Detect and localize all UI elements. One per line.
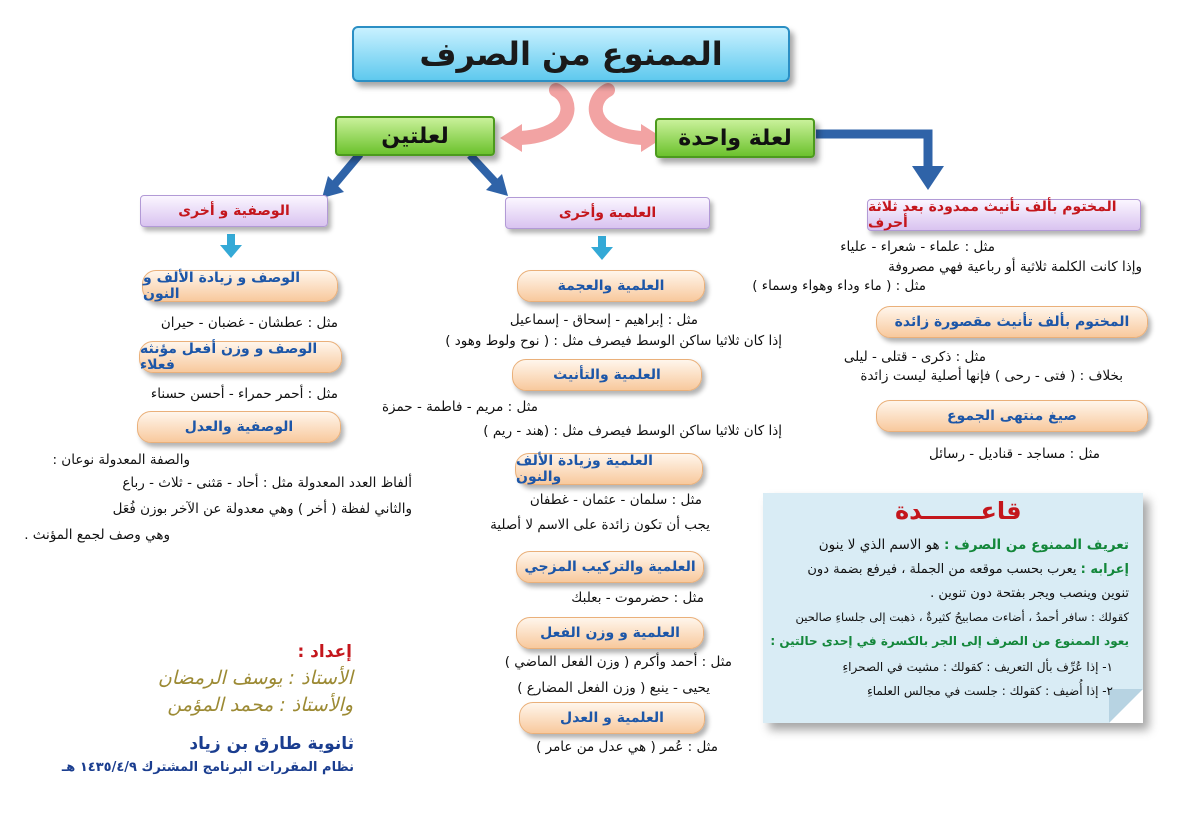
page-title: الممنوع من الصرف <box>352 26 790 82</box>
elbow-arrow-right <box>816 134 928 168</box>
middle-line-1-2: إذا كان ثلاثيا ساكن الوسط فيصرف مثل : ( نوح ولوط وهود ) <box>445 333 782 349</box>
rule-example: كقولك : سافر أحمدُ ، أضاءت مصابيحُ كثيرةٌ ، ذهبت إلى جلساءِ صالحين <box>795 610 1129 624</box>
credits-teacher-2: والأستاذ : محمد المؤمن <box>167 694 353 716</box>
middle-heading: العلمية وأخرى <box>505 197 710 229</box>
credits-school: ثانوية طارق بن زياد <box>189 734 354 754</box>
rule-title: قاعـــــــدة <box>895 497 1022 525</box>
middle-item-6: العلمية و العدل <box>519 702 705 734</box>
left-item-2: الوصف و وزن أفعل مؤنثه فعلاء <box>139 341 342 373</box>
down-arrow-left <box>220 245 242 258</box>
rule-def-text: هو الاسم الذي لا ينون <box>818 537 940 553</box>
right-line-1-3: مثل : ( ماء وداء وهواء وسماء ) <box>752 278 926 294</box>
middle-item-5: العلمية و وزن الفعل <box>516 617 704 649</box>
middle-line-5-2: يحيى - ينبع ( وزن الفعل المضارع ) <box>517 680 710 696</box>
rule-case-2: ٢- إذا أُضيف : كقولك : جلست في مجالس العلماءِ <box>867 684 1113 698</box>
right-heading-1: المختوم بألف تأنيث ممدودة بعد ثلاثة أحرف <box>867 199 1141 231</box>
middle-line-2-1: مثل : مريم - فاطمة - حمزة <box>381 399 538 415</box>
rule-def-label: تعريف الممنوع من الصرف : <box>943 537 1129 553</box>
diag-arrow-right <box>470 155 496 183</box>
down-arrow-middle <box>591 247 613 260</box>
rule-irab-text1: يعرب بحسب موقعه من الجملة ، فيرفع بضمة دون <box>807 562 1077 577</box>
right-line-3-1: مثل : مساجد - قناديل - رسائل <box>929 446 1100 462</box>
middle-line-3-2: يجب أن تكون زائدة على الاسم لا أصلية <box>490 517 710 533</box>
middle-item-1: العلمية والعجمة <box>517 270 705 302</box>
left-line-3-4: وهي وصف لجمع المؤنث . <box>24 527 170 543</box>
left-line-1-1: مثل : عطشان - غضبان - حيران <box>160 315 338 331</box>
rule-returns: يعود الممنوع من الصرف إلى الجر بالكسرة في إحدى حالتين : <box>770 634 1129 648</box>
middle-line-5-1: مثل : أحمد وأكرم ( وزن الفعل الماضي ) <box>504 654 732 670</box>
left-item-1: الوصف و زيادة الألف و النون <box>142 270 338 302</box>
rule-case-1: ١- إذا عُرِّف بأل التعريف : كقولك : مشيت في الصحراءِ <box>842 660 1113 674</box>
middle-item-3: العلمية وزيادة الألف والنون <box>515 453 703 485</box>
branch-two-causes: لعلتين <box>335 116 495 156</box>
right-heading-2: المختوم بألف تأنيث مقصورة زائدة <box>876 306 1148 338</box>
rule-definition <box>819 537 1129 553</box>
left-heading: الوصفية و أخرى <box>140 195 328 227</box>
rule-irab <box>807 562 1129 577</box>
right-line-1-1: مثل : علماء - شعراء - علياء <box>840 239 995 255</box>
credits-prepared: إعداد : <box>297 642 352 662</box>
curve-arrow-left-head <box>500 124 522 152</box>
right-line-2-1: مثل : ذكرى - قتلى - ليلى <box>843 349 986 365</box>
left-line-3-3: والثاني لفظة ( أخر ) وهي معدولة عن الآخر بوزن فُعَل <box>112 501 412 517</box>
curve-arrow-left <box>520 90 567 138</box>
rule-irab-label: إعرابه : <box>1080 562 1129 577</box>
credits-system: نظام المقررات البرنامج المشترك ١٤٣٥/٤/٩ هـ <box>61 760 354 775</box>
left-line-3-2: ألفاظ العدد المعدولة مثل : أحاد - مَثنى - ثلاث - رباع <box>122 475 412 491</box>
left-line-3-1: والصفة المعدولة نوعان : <box>52 452 190 468</box>
curve-arrow-right <box>596 90 643 138</box>
diag-arrow-left <box>334 154 360 185</box>
middle-line-3-1: مثل : سلمان - عثمان - غطفان <box>529 492 702 508</box>
right-line-1-2: وإذا كانت الكلمة ثلاثية أو رباعية فهي مصروفة <box>888 259 1142 275</box>
rule-note <box>763 493 1143 723</box>
middle-item-4: العلمية والتركيب المزجي <box>516 551 704 583</box>
left-line-2-1: مثل : أحمر حمراء - أحسن حسناء <box>150 386 338 402</box>
elbow-arrow-right-head <box>912 166 944 190</box>
note-page-curl <box>1109 689 1143 723</box>
branch-one-cause: لعلة واحدة <box>655 118 815 158</box>
middle-line-2-2: إذا كان ثلاثيا ساكن الوسط فيصرف مثل : (هند - ريم ) <box>483 423 782 439</box>
middle-line-1-1: مثل : إبراهيم - إسحاق - إسماعيل <box>509 312 698 328</box>
right-heading-3: صيغ منتهى الجموع <box>876 400 1148 432</box>
middle-line-6-1: مثل : عُمر ( هي عدل من عامر ) <box>536 739 718 755</box>
left-item-3: الوصفية والعدل <box>137 411 341 443</box>
credits-teacher-1: الأستاذ : يوسف الرمضان <box>157 667 353 689</box>
middle-item-2: العلمية والتأنيث <box>512 359 702 391</box>
right-line-2-2: بخلاف : ( فتى - رحى ) فإنها أصلية ليست زائدة <box>860 368 1123 384</box>
rule-irab-text2: تنوين وينصب ويجر بفتحة دون تنوين . <box>930 586 1129 601</box>
middle-line-4-1: مثل : حضرموت - بعلبك <box>571 590 704 606</box>
